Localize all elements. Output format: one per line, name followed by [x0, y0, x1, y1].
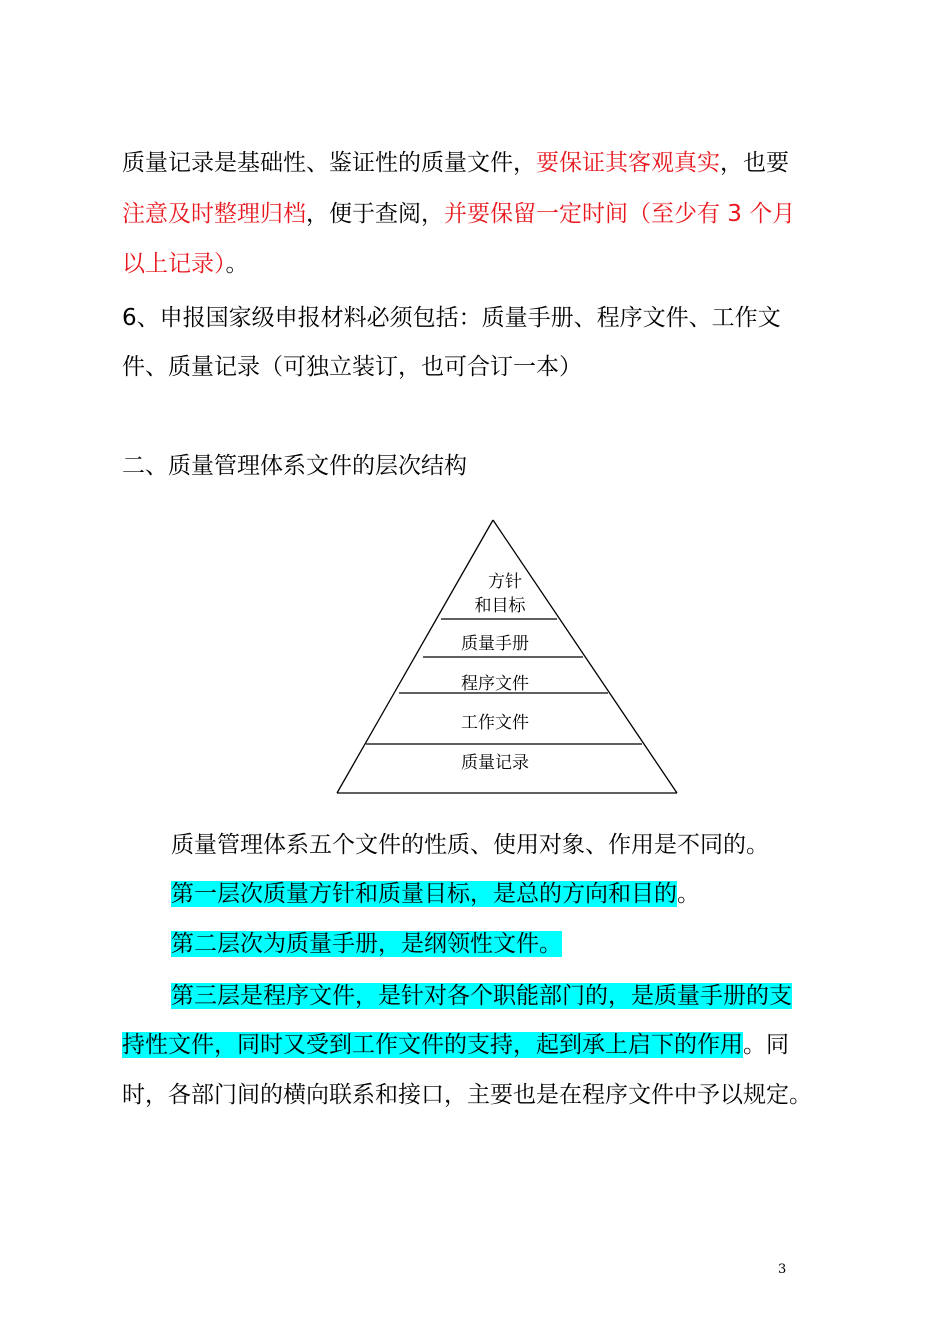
body-paragraph4-line3: 时，各部门间的横向联系和接口，主要也是在程序文件中予以规定。 — [122, 1082, 812, 1108]
section-title: 二、质量管理体系文件的层次结构 — [122, 453, 467, 479]
red-text-span: 以上记录） — [122, 251, 226, 277]
red-text-span: 要保证其客观真实 — [536, 150, 720, 176]
body-paragraph4-line1 — [171, 979, 792, 1013]
pyramid-level1-line2: 和目标 — [474, 596, 526, 616]
pyramid-level3: 程序文件 — [461, 674, 529, 694]
item6-line1: 6、申报国家级申报材料必须包括：质量手册、程序文件、工作文 — [122, 305, 781, 331]
red-text-span: 注意及时整理归档 — [122, 201, 306, 227]
body-paragraph1: 质量管理体系五个文件的性质、使用对象、作用是不同的。 — [171, 832, 769, 858]
pyramid-level1-line1: 方针 — [488, 572, 522, 592]
body-paragraph2 — [171, 877, 700, 911]
red-text-span: 并要保留一定时间（至少有 3 个月 — [444, 201, 796, 227]
pyramid-level4: 工作文件 — [461, 713, 529, 733]
text-span: 。 — [225, 251, 249, 277]
body-paragraph4-line2 — [122, 1028, 789, 1062]
text-span: 。同 — [743, 1032, 789, 1058]
text-span: ，便于查阅， — [306, 201, 444, 227]
text-span: 质量记录是基础性、鉴证性的质量文件， — [122, 150, 536, 176]
page-number: 3 — [778, 1262, 787, 1277]
highlighted-text: 持性文件，同时又受到工作文件的支持，起到承上启下的作用 — [122, 1032, 743, 1058]
highlighted-text: 第一层次质量方针和质量目标，是总的方向和目的 — [171, 881, 677, 907]
text-span: ，也要 — [720, 150, 789, 176]
highlighted-text: 第二层次为质量手册，是纲领性文件。 — [171, 931, 562, 957]
pyramid-level2: 质量手册 — [461, 634, 529, 654]
text-span: 。 — [677, 881, 700, 907]
highlighted-text: 第三层是程序文件，是针对各个职能部门的，是质量手册的支 — [171, 983, 792, 1009]
item6-line2: 件、质量记录（可独立装订，也可合订一本） — [122, 354, 582, 380]
body-paragraph3 — [171, 927, 562, 961]
pyramid-level5: 质量记录 — [461, 753, 529, 773]
